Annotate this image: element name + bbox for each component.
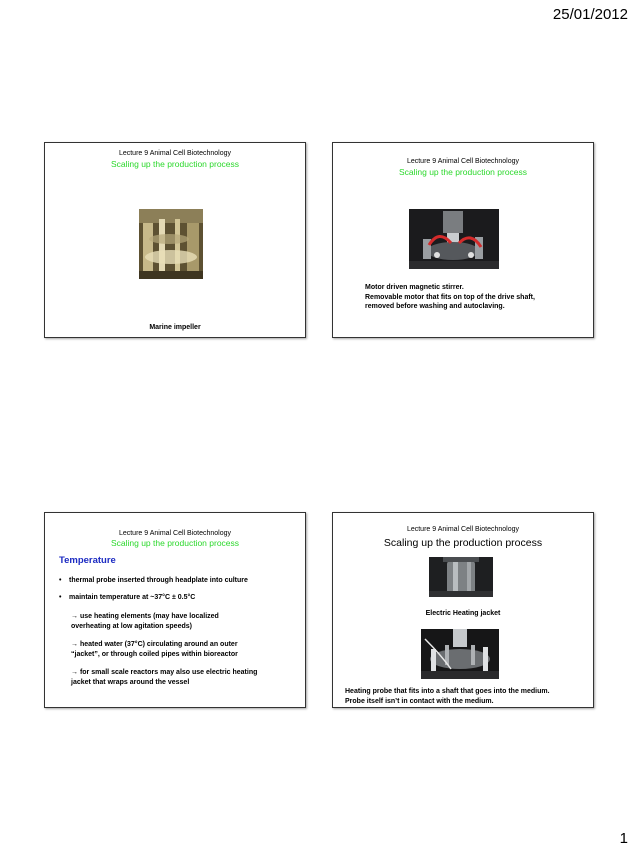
- print-date: 25/01/2012: [552, 6, 628, 23]
- slide-4: [332, 512, 594, 708]
- slide-caption: Marine impeller: [149, 324, 201, 331]
- heating-probe-photo: [421, 629, 499, 679]
- subpoint-line: → use heating elements (may have localized: [71, 613, 219, 620]
- marine-impeller-photo: [139, 209, 203, 279]
- slide-2: [332, 142, 594, 338]
- page-number: 1: [619, 830, 628, 847]
- slide-subtitle: Scaling up the production process: [110, 538, 240, 548]
- slide-caption: [345, 687, 550, 706]
- slide-header: Lecture 9 Animal Cell Biotechnology: [406, 158, 520, 165]
- subpoint-line: jacket that wraps around the vessel: [71, 679, 190, 686]
- bullet-text: maintain temperature at ~37°C ± 0.5°C: [69, 594, 196, 601]
- bullet-text: thermal probe inserted through headplate into culture: [69, 577, 248, 584]
- caption-line: removed before washing and autoclaving.: [365, 303, 505, 310]
- bullet-item: • maintain temperature at ~37°C ± 0.5°C: [59, 594, 196, 601]
- caption-line: Motor driven magnetic stirrer.: [365, 284, 464, 291]
- subpoint: [71, 612, 219, 632]
- caption-line: Probe itself isn’t in contact with the medium.: [345, 697, 494, 705]
- subpoint-line: “jacket”, or through coiled pipes within bioreactor: [71, 651, 238, 658]
- caption-line: Heating probe that fits into a shaft that goes into the medium.: [345, 688, 550, 695]
- subpoint: [71, 640, 238, 660]
- slide-subtitle: Scaling up the production process: [398, 167, 528, 177]
- topic-heading: Temperature: [59, 555, 116, 566]
- slide-3: [44, 512, 306, 708]
- slide-subtitle: Scaling up the production process: [383, 537, 543, 549]
- subpoint-line: → for small scale reactors may also use electric heating: [71, 669, 258, 676]
- subpoint-line: → heated water (37°C) circulating around an outer: [71, 641, 238, 648]
- photo-label: Electric Heating jacket: [425, 610, 501, 617]
- slide-subtitle: Scaling up the production process: [110, 159, 240, 169]
- bullet-item: • thermal probe inserted through headplate into culture: [59, 577, 248, 584]
- slide-caption: [365, 283, 535, 312]
- magnetic-stirrer-photo: [409, 209, 499, 269]
- slide-header: Lecture 9 Animal Cell Biotechnology: [118, 150, 232, 157]
- caption-line: Removable motor that fits on top of the drive shaft,: [365, 293, 535, 301]
- slide-header: Lecture 9 Animal Cell Biotechnology: [118, 530, 232, 537]
- slide-1: [44, 142, 306, 338]
- slide-header: Lecture 9 Animal Cell Biotechnology: [406, 526, 520, 533]
- subpoint: [71, 668, 257, 688]
- subpoint-line: overheating at low agitation speeds): [71, 623, 192, 630]
- heating-jacket-photo: [429, 557, 493, 597]
